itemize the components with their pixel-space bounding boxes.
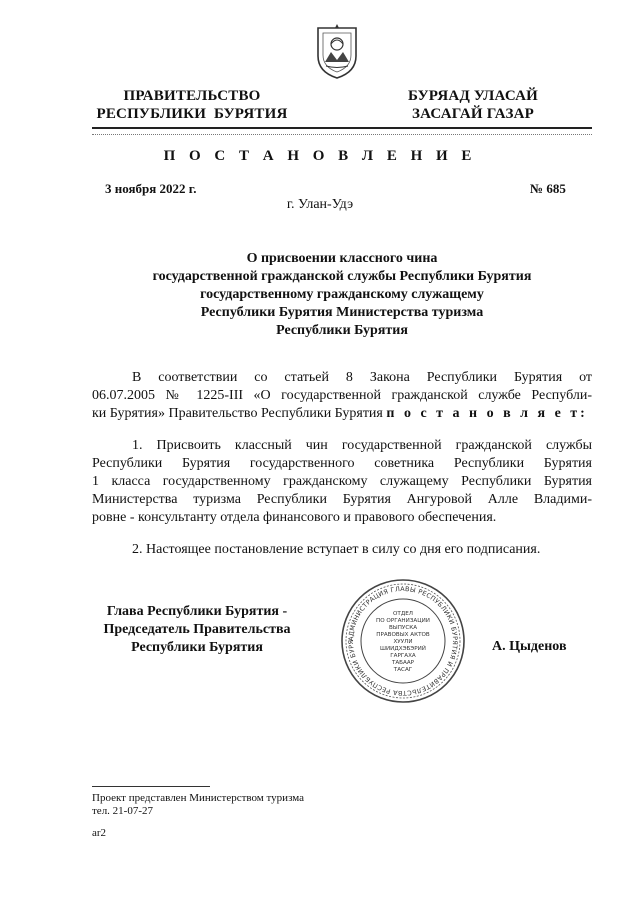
title-line: О присвоении классного чина (246, 251, 438, 266)
paragraph-preamble (92, 369, 592, 423)
seal-center-line: ШИИДХЭБЭРИЙ (380, 646, 426, 652)
title-line: государственной гражданской службы Республики Бурятия (152, 269, 532, 284)
document-city: г. Улан-Удэ (286, 197, 354, 212)
seal-center-line: ВЫПУСКА (388, 625, 418, 631)
seal-center-line: ГАРГАХА (390, 653, 416, 659)
seal-center-line: ОТДЕЛ (393, 611, 413, 617)
footer-phone: тел. 21-07-27 (92, 805, 154, 817)
paragraph-line: Республики Бурятия государственного советника Республики Бурятия (92, 456, 592, 471)
paragraph-line: 1. Присвоить классный чин государственной гражданской службы (132, 438, 592, 453)
paragraph-line: В соответствии со статьей 8 Закона Республики Бурятия от (132, 370, 592, 385)
paragraph-line (92, 405, 592, 423)
seal-center-line: ТАСАГ (393, 667, 413, 673)
paragraph-line: 1 класса государственному гражданскому служащему Республики Бурятия (92, 474, 592, 489)
seal-ring-text: АДМИНИСТРАЦИЯ ГЛАВЫ РЕСПУБЛИКИ БУРЯТИЯ И ПРАВИТЕЛЬСТВА РЕСПУБЛИКИ БУРЯ (346, 584, 460, 698)
document-number: № 685 (530, 181, 566, 196)
signatory-position-line: Председатель Правительства (103, 622, 291, 637)
seal-center-line: ХУУЛИ (393, 639, 413, 645)
paragraph-line-text: ки Бурятия» Правительство Республики Бурятия (92, 406, 387, 421)
footer-code: ar2 (92, 827, 107, 839)
official-seal-icon (340, 578, 466, 704)
signatory-position-line: Республики Бурятия (131, 640, 263, 655)
paragraph-line: 2. Настоящее постановление вступает в силу со дня его подписания. (132, 542, 541, 557)
footnote-divider (92, 786, 210, 787)
header-left-line2: РЕСПУБЛИКИ БУРЯТИЯ (96, 106, 288, 122)
signatory-name: А. Цыденов (492, 639, 567, 654)
paragraph-line: Министерства туризма Республики Бурятия Ангуровой Алле Владими- (92, 492, 592, 507)
title-line: Республики Бурятия (276, 323, 408, 338)
header-left-line1: ПРАВИТЕЛЬСТВО (123, 88, 261, 104)
paragraph-line: ровне - консультанту отдела финансового и правового обеспечения. (92, 510, 497, 525)
signatory-position-line: Глава Республики Бурятия - (106, 604, 288, 619)
coat-of-arms-emblem-icon (314, 22, 360, 80)
title-line: государственному гражданскому служащему (200, 287, 484, 302)
paragraph-item-1 (92, 437, 592, 527)
document-title (92, 250, 592, 340)
resolution-keyword: п о с т а н о в л я е т: (386, 406, 588, 421)
paragraph-item-2 (92, 541, 592, 559)
document-date: 3 ноября 2022 г. (105, 181, 197, 196)
header-right-line2: ЗАСАГАЙ ГАЗАР (412, 106, 534, 122)
header-left (92, 87, 292, 123)
signatory-position (92, 603, 302, 657)
header-right (398, 87, 548, 123)
paragraph-line: 06.07.2005 № 1225-III «О государственной гражданской службе Республи- (92, 388, 592, 403)
title-line: Республики Бурятия Министерства туризма (200, 305, 484, 320)
header-divider (92, 127, 592, 129)
seal-center-line: ПО ОРГАНИЗАЦИИ (376, 618, 430, 624)
seal-center-line: ТАБААР (391, 660, 415, 666)
footer-prepared-by: Проект представлен Министерством туризма (92, 792, 305, 804)
header-divider-dotted (92, 134, 592, 135)
document-type: П О С Т А Н О В Л Е Н И Е (163, 148, 477, 164)
header-right-line1: БУРЯАД УЛАСАЙ (407, 88, 539, 104)
seal-center-line: ПРАВОВЫХ АКТОВ (376, 632, 430, 638)
